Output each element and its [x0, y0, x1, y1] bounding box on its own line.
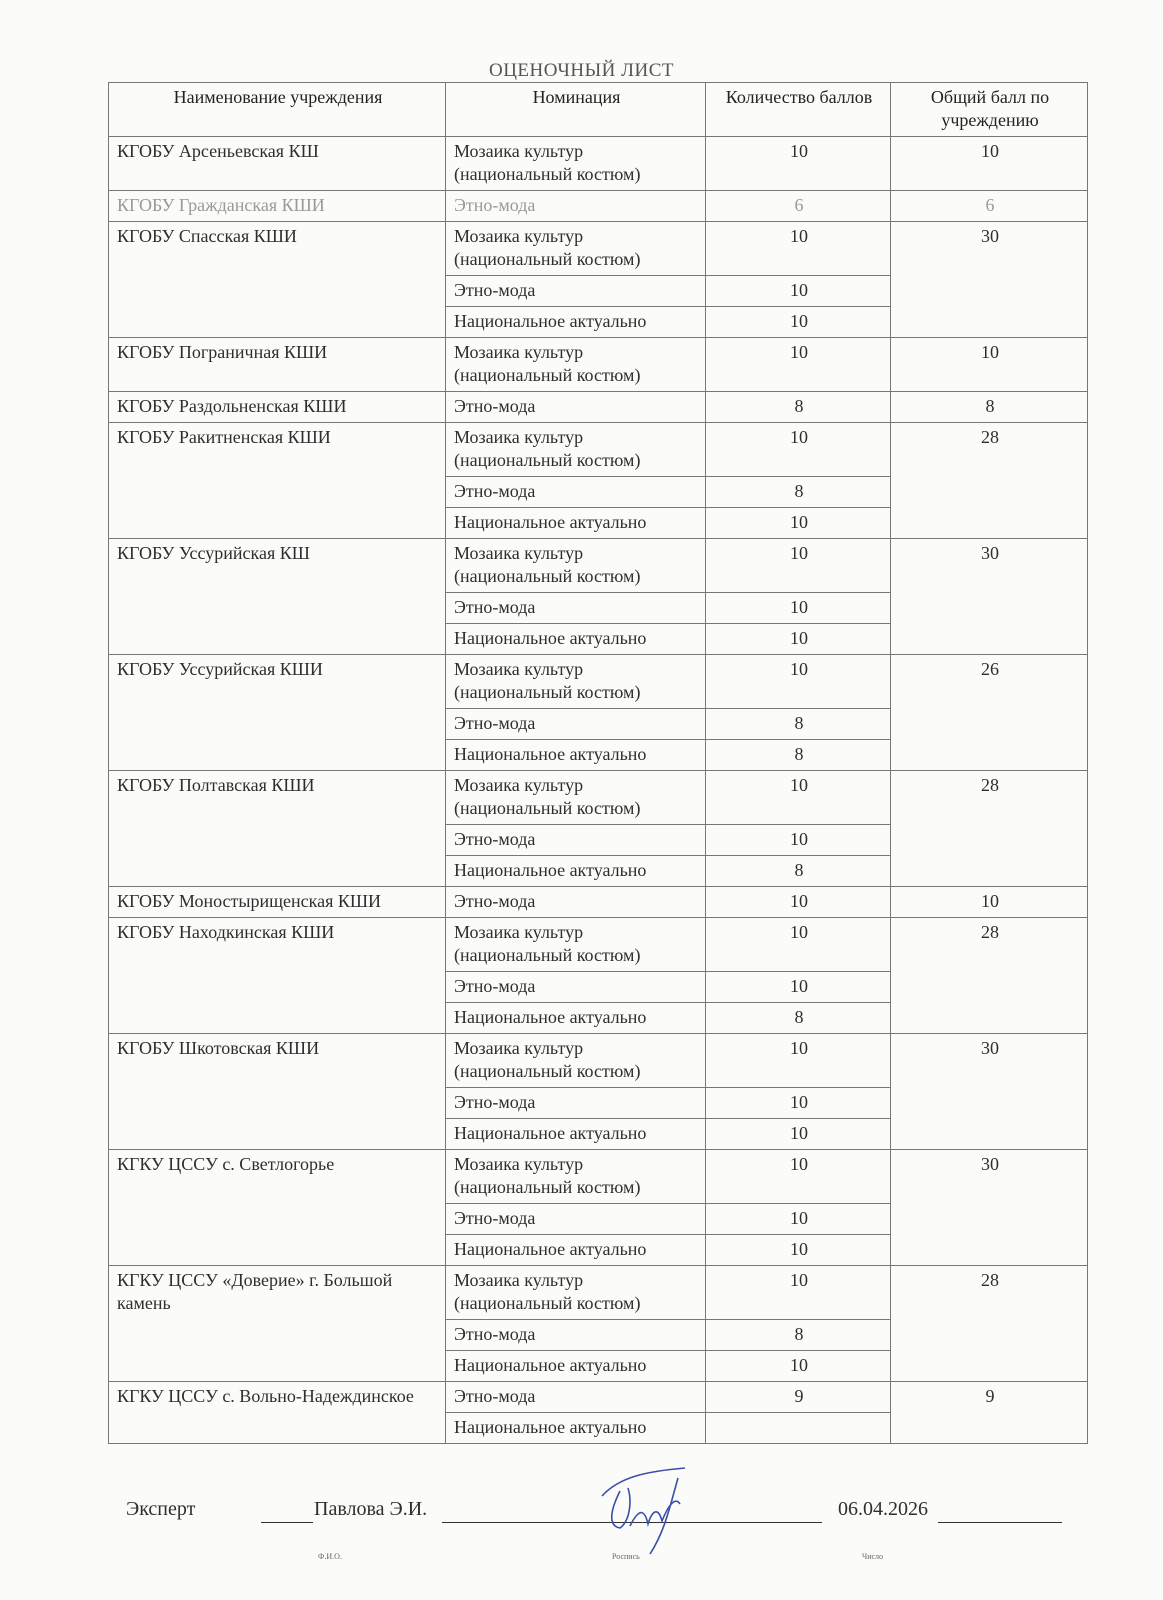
table-row [109, 191, 1088, 222]
score-cell: 10 [706, 1204, 891, 1235]
total-cell: 6 [891, 191, 1088, 222]
score-cell: 10 [706, 624, 891, 655]
nomination-cell: Этно-мода [446, 887, 706, 918]
nomination-cell: Этно-мода [446, 1320, 706, 1351]
expert-label: Эксперт [126, 1498, 196, 1520]
nomination-cell: Этно-мода [446, 709, 706, 740]
caption-name: Ф.И.О. [318, 1552, 342, 1561]
score-cell: 8 [706, 477, 891, 508]
total-cell: 28 [891, 423, 1088, 539]
name-line-prefix [261, 1498, 313, 1523]
table-row [109, 423, 1088, 477]
nomination-cell: Этно-мода [446, 1088, 706, 1119]
total-cell: 30 [891, 1150, 1088, 1266]
institution-cell: КГОБУ Спасская КШИ [109, 222, 446, 338]
institution-cell: КГОБУ Гражданская КШИ [109, 191, 446, 222]
institution-cell: КГОБУ Находкинская КШИ [109, 918, 446, 1034]
institution-cell: КГОБУ Моностырищенская КШИ [109, 887, 446, 918]
table-row [109, 887, 1088, 918]
table-row [109, 338, 1088, 392]
nomination-cell: Этно-мода [446, 825, 706, 856]
table-row [109, 655, 1088, 709]
table-row [109, 1034, 1088, 1088]
nomination-cell: Мозаика культур (национальный костюм) [446, 1034, 706, 1088]
date-line [938, 1498, 1062, 1523]
nomination-cell: Этно-мода [446, 972, 706, 1003]
total-cell: 30 [891, 539, 1088, 655]
table-row [109, 392, 1088, 423]
nomination-cell: Мозаика культур (национальный костюм) [446, 338, 706, 392]
score-cell: 10 [706, 825, 891, 856]
score-cell: 10 [706, 1119, 891, 1150]
nomination-cell: Мозаика культур (национальный костюм) [446, 918, 706, 972]
score-cell: 10 [706, 593, 891, 624]
total-cell: 28 [891, 771, 1088, 887]
score-cell: 10 [706, 655, 891, 709]
header-institution: Наименование учреждения [109, 83, 446, 137]
nomination-cell: Мозаика культур (национальный костюм) [446, 655, 706, 709]
total-cell: 9 [891, 1382, 1088, 1444]
score-cell: 10 [706, 1351, 891, 1382]
nomination-cell: Этно-мода [446, 477, 706, 508]
nomination-cell: Мозаика культур (национальный костюм) [446, 771, 706, 825]
total-cell: 8 [891, 392, 1088, 423]
score-cell: 10 [706, 771, 891, 825]
table-row [109, 137, 1088, 191]
score-cell: 8 [706, 1320, 891, 1351]
nomination-cell: Мозаика культур (национальный костюм) [446, 539, 706, 593]
nomination-cell: Национальное актуально [446, 1119, 706, 1150]
nomination-cell: Национальное актуально [446, 1351, 706, 1382]
score-cell: 10 [706, 1235, 891, 1266]
institution-cell: КГОБУ Пограничная КШИ [109, 338, 446, 392]
header-total: Общий балл по учреждению [891, 83, 1088, 137]
score-cell: 10 [706, 137, 891, 191]
nomination-cell: Национальное актуально [446, 307, 706, 338]
table-header-row [109, 83, 1088, 137]
score-cell: 10 [706, 307, 891, 338]
score-cell: 10 [706, 276, 891, 307]
institution-cell: КГКУ ЦССУ «Доверие» г. Большой камень [109, 1266, 446, 1382]
score-cell: 10 [706, 222, 891, 276]
nomination-cell: Мозаика культур (национальный костюм) [446, 1150, 706, 1204]
table-row [109, 771, 1088, 825]
nomination-cell: Национальное актуально [446, 740, 706, 771]
evaluation-date: 06.04.2026 [838, 1498, 928, 1520]
score-cell: 10 [706, 338, 891, 392]
nomination-cell: Этно-мода [446, 1382, 706, 1413]
nomination-cell: Этно-мода [446, 276, 706, 307]
score-cell: 10 [706, 1150, 891, 1204]
institution-cell: КГОБУ Уссурийская КШИ [109, 655, 446, 771]
institution-cell: КГОБУ Раздольненская КШИ [109, 392, 446, 423]
table-row [109, 1266, 1088, 1320]
score-cell: 10 [706, 972, 891, 1003]
table-row [109, 1382, 1088, 1413]
nomination-cell: Мозаика культур (национальный костюм) [446, 423, 706, 477]
institution-cell: КГОБУ Полтавская КШИ [109, 771, 446, 887]
caption-date: Число [862, 1552, 884, 1561]
nomination-cell: Мозаика культур (национальный костюм) [446, 1266, 706, 1320]
nomination-cell: Национальное актуально [446, 1235, 706, 1266]
total-cell: 10 [891, 338, 1088, 392]
score-cell: 10 [706, 1034, 891, 1088]
nomination-cell: Этно-мода [446, 392, 706, 423]
caption-signature: Роспись [612, 1552, 640, 1561]
institution-cell: КГОБУ Шкотовская КШИ [109, 1034, 446, 1150]
score-cell: 10 [706, 1266, 891, 1320]
score-cell: 8 [706, 856, 891, 887]
table-row [109, 1150, 1088, 1204]
header-score: Количество баллов [706, 83, 891, 137]
nomination-cell: Национальное актуально [446, 1003, 706, 1034]
total-cell: 10 [891, 887, 1088, 918]
score-cell: 10 [706, 918, 891, 972]
nomination-cell: Этно-мода [446, 1204, 706, 1235]
document-title: ОЦЕНОЧНЫЙ ЛИСТ [488, 60, 674, 81]
table-row [109, 918, 1088, 972]
score-cell: 8 [706, 1003, 891, 1034]
nomination-cell: Этно-мода [446, 191, 706, 222]
score-cell: 8 [706, 709, 891, 740]
nomination-cell: Этно-мода [446, 593, 706, 624]
nomination-cell: Национальное актуально [446, 856, 706, 887]
total-cell: 30 [891, 1034, 1088, 1150]
score-cell: 10 [706, 508, 891, 539]
score-cell: 8 [706, 392, 891, 423]
score-cell: 8 [706, 740, 891, 771]
nomination-cell: Мозаика культур (национальный костюм) [446, 137, 706, 191]
nomination-cell: Национальное актуально [446, 1413, 706, 1444]
nomination-cell: Национальное актуально [446, 624, 706, 655]
nomination-cell: Мозаика культур (национальный костюм) [446, 222, 706, 276]
institution-cell: КГОБУ Арсеньевская КШ [109, 137, 446, 191]
total-cell: 26 [891, 655, 1088, 771]
institution-cell: КГКУ ЦССУ с. Светлогорье [109, 1150, 446, 1266]
table-body [109, 137, 1088, 1444]
table-row [109, 539, 1088, 593]
evaluation-table [108, 82, 1088, 1444]
institution-cell: КГОБУ Ракитненская КШИ [109, 423, 446, 539]
handwritten-signature [590, 1466, 710, 1556]
score-cell: 9 [706, 1382, 891, 1413]
institution-cell: КГОБУ Уссурийская КШ [109, 539, 446, 655]
score-cell [706, 1413, 891, 1444]
nomination-cell: Национальное актуально [446, 508, 706, 539]
score-cell: 10 [706, 539, 891, 593]
institution-cell: КГКУ ЦССУ с. Вольно-Надеждинское [109, 1382, 446, 1444]
score-cell: 10 [706, 887, 891, 918]
total-cell: 28 [891, 918, 1088, 1034]
table-row [109, 222, 1088, 276]
expert-name: Павлова Э.И. [314, 1498, 428, 1520]
total-cell: 10 [891, 137, 1088, 191]
total-cell: 30 [891, 222, 1088, 338]
score-cell: 10 [706, 1088, 891, 1119]
score-cell: 10 [706, 423, 891, 477]
header-nomination: Номинация [446, 83, 706, 137]
score-cell: 6 [706, 191, 891, 222]
total-cell: 28 [891, 1266, 1088, 1382]
